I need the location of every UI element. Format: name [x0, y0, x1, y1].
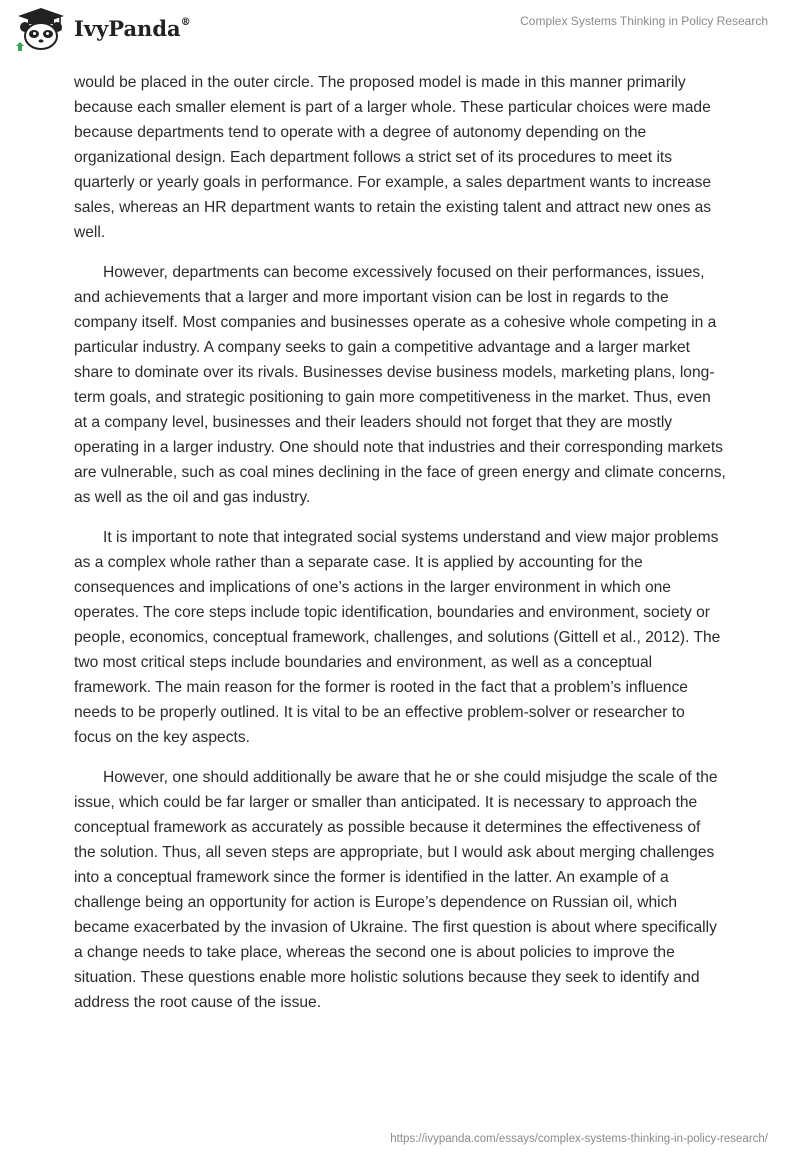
brand-name: IvyPanda® [74, 15, 191, 41]
essay-body [74, 70, 726, 1030]
paragraph: However, one should additionally be aware that he or she could misjudge the scale of the issue, which could be far larger or smaller than anticipated. It is necessary to approach the conceptual framework as accurately as possible because it determines the effectiveness of the solution. Thus, all seven steps are appropriate, but I would ask about merging challenges into a conceptual framework since the former is identified in the latter. An example of a challenge being an opportunity for action is Europe’s dependence on Russian oil, which became exacerbated by the invasion of Ukraine. The first question is about where specifically a change needs to take place, whereas the second one is about policies to improve the situation. These questions enable more holistic solutions because they seek to identify and address the root cause of the issue. [74, 769, 718, 1011]
paragraph: However, departments can become excessively focused on their performances, issues, and achievements that a larger and more important vision can be lost in regards to the company itself. Most companies and businesses operate as a cohesive whole competing in a particular industry. A company seeks to gain a competitive advantage and a larger market share to dominate over its rivals. Businesses devise business models, marketing plans, long-term goals, and strategic positioning to gain more competitiveness in the market. Thus, even at a company level, businesses and their leaders should not forget that they are mostly operating in a larger industry. One should note that industries and their corresponding markets are vulnerable, such as coal mines declining in the face of green energy and climate concerns, as well as the oil and gas industry. [74, 264, 726, 506]
document-title: Complex Systems Thinking in Policy Research [520, 14, 768, 28]
brand-logo[interactable] [14, 6, 191, 52]
panda-logo-icon [14, 6, 68, 52]
paragraph: would be placed in the outer circle. The proposed model is made in this manner primarily because each smaller element is part of a larger whole. These particular choices were made because departments tend to operate with a degree of autonomy depending on the organizational design. Each department follows a strict set of its procedures to meet its quarterly or yearly goals in performance. For example, a sales department wants to increase sales, whereas an HR department wants to retain the existing talent and attract new ones as well. [74, 74, 712, 241]
paragraph: It is important to note that integrated social systems understand and view major problems as a complex whole rather than a separate case. It is applied by accounting for the consequences and implications of one’s actions in the larger environment in which one operates. The core steps include topic identification, boundaries and environment, society or people, economics, conceptual framework, challenges, and solutions (Gittell et al., 2012). The two most critical steps include boundaries and environment, as well as a conceptual framework. The main reason for the former is rooted in the fact that a problem’s influence needs to be properly outlined. It is vital to be an effective problem-solver or researcher to focus on the key aspects. [74, 529, 721, 746]
source-url[interactable]: https://ivypanda.com/essays/complex-systems-thinking-in-policy-research/ [390, 1133, 768, 1145]
page-header [0, 0, 800, 60]
